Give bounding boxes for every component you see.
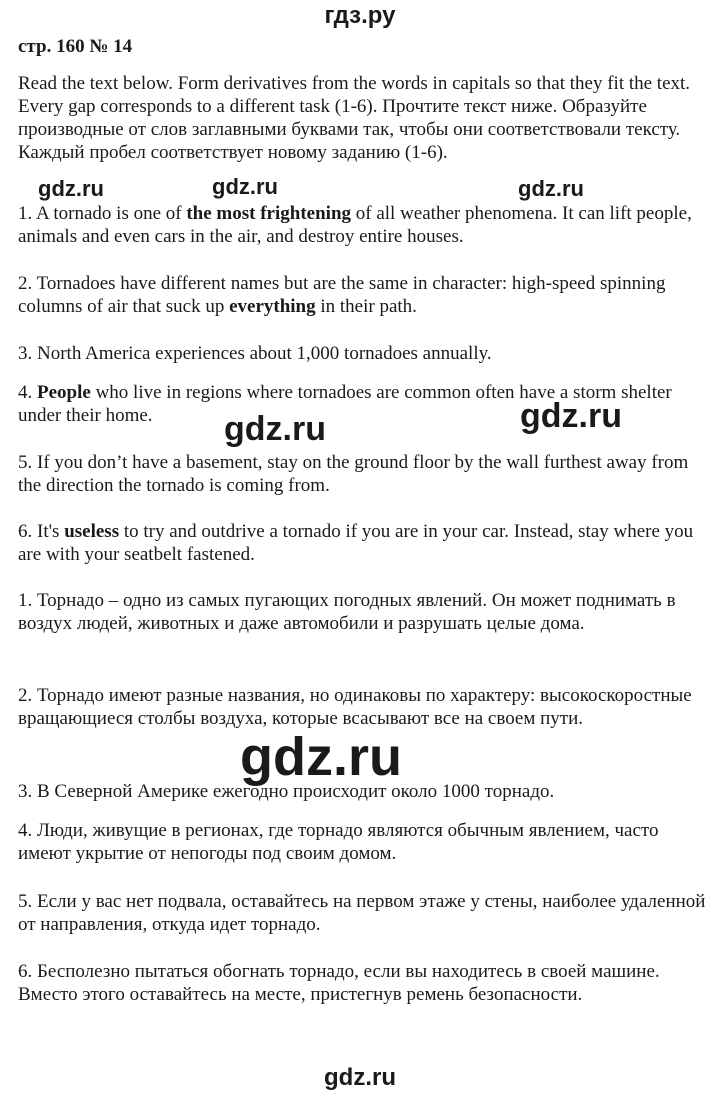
english-item-2: 2. Tornadoes have different names but are the same in character: high-speed spinning columns of air that suck up everything in their path. [18,273,666,317]
watermark-logo: gdz.ru [518,176,584,201]
site-footer: gdz.ru [324,1064,396,1091]
russian-item-1: 1. Торнадо – одно из самых пугающих погодных явлений. Он может поднимать в воздух людей, животных и даже автомобили и разрушать целые дома. [18,590,676,634]
english-item-1: 1. A tornado is one of the most frightening of all weather phenomena. It can lift people, animals and even cars in the air, and destroy entire houses. [18,203,692,247]
watermark-logo: gdz.ru [224,410,326,448]
instructions: Read the text below. Form derivatives from the words in capitals so that they fit the text. Every gap corresponds to a different task (1-6). Прочтите текст ниже. Образуйте производные от слов заглавными буквами так, чтобы они соответствовали тексту. Каждый пробел соответствует новому заданию (1-6). [18,73,691,163]
russian-item-3: 3. В Северной Америке ежегодно происходит около 1000 торнадо. [18,781,555,802]
russian-item-2: 2. Торнадо имеют разные названия, но одинаковы по характеру: высокоскоростные вращающиеся столбы воздуха, которые всасывают все на своем пути. [18,685,692,729]
page-reference: стр. 160 № 14 [18,36,133,57]
russian-item-5: 5. Если у вас нет подвала, оставайтесь на первом этаже у стены, наиболее удаленной от направления, откуда идет торнадо. [18,891,706,935]
russian-item-6: 6. Бесполезно пытаться обогнать торнадо, если вы находитесь в своей машине. Вместо этого оставайтесь на месте, пристегнув ремень безопасности. [18,961,660,1005]
english-item-6: 6. It's useless to try and outdrive a tornado if you are in your car. Instead, stay where you are with your seatbelt fastened. [18,521,694,565]
english-item-3: 3. North America experiences about 1,000 tornadoes annually. [18,343,492,364]
russian-item-4: 4. Люди, живущие в регионах, где торнадо являются обычным явлением, часто имеют укрытие от непогоды под своим домом. [18,820,659,864]
watermark-logo: gdz.ru [520,397,622,435]
english-item-5: 5. If you don’t have a basement, stay on the ground floor by the wall furthest away from the direction the tornado is coming from. [18,452,689,496]
answer-word: People [37,382,91,403]
site-header: гдз.ру [324,2,396,29]
english-item-4: 4. People who live in regions where tornadoes are common often have a storm shelter under their home. [18,382,672,426]
watermark-logo: gdz.ru [38,176,104,201]
answer-word: useless [64,521,120,542]
answer-word: the most frightening [186,203,352,224]
watermark-logo: gdz.ru [240,727,402,787]
answer-word: everything [229,296,316,317]
watermark-logo: gdz.ru [212,174,278,199]
